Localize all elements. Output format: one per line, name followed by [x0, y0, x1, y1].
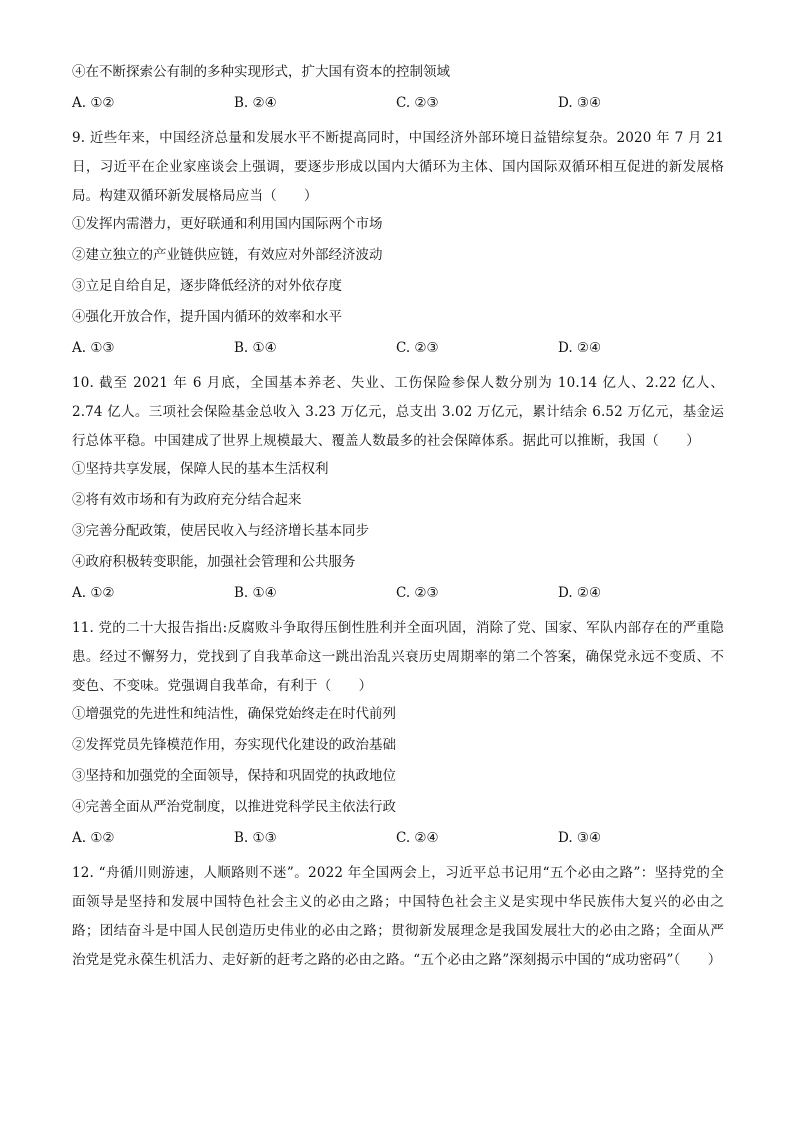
q10-statement-2: ②将有效市场和有为政府充分结合起来 [72, 492, 302, 508]
question-12 [72, 859, 724, 975]
exam-page [72, 62, 724, 978]
q11-option-b: B. ①③ [234, 830, 277, 846]
q12-stem: 12. “舟循川则游速，人顺路则不迷”。2022 年全国两会上，习近平总书记用“五个必由之路”：坚持党的全面领导是坚持和发展中国特色社会主义的必由之路；中国特色社会主义是实现中华民族伟大复兴的必由之路；团结奋斗是中国人民创造历史伟业的必由之路；贯彻新发展理念是我国发展壮大的必由之路；全面从严治党是党永葆生机活力、走好新的赶考之路的必由之路。“五个必由之路”深刻揭示中国的“成功密码”（ ） [72, 865, 724, 968]
q10-option-a: A. ①② [72, 585, 115, 601]
q10-option-b: B. ①④ [234, 585, 277, 601]
q11-options [72, 828, 724, 848]
q11-option-a: A. ①② [72, 830, 115, 846]
q9-statement-2: ②建立独立的产业链供应链，有效应对外部经济波动 [72, 247, 383, 263]
q11-statement-4: ④完善全面从严治党制度，以推进党科学民主依法行政 [72, 799, 396, 815]
q10-statement-1: ①坚持共享发展，保障人民的基本生活权利 [72, 461, 329, 477]
q8-options [72, 93, 724, 113]
q10-statement-4: ④政府积极转变职能，加强社会管理和公共服务 [72, 554, 356, 570]
q9-option-c: C. ②③ [396, 340, 439, 356]
q10-option-c: C. ②③ [396, 585, 439, 601]
q9-options [72, 338, 724, 358]
q9-statement-1: ①发挥内需潜力，更好联通和利用国内国际两个市场 [72, 216, 383, 232]
q8-option-d: D. ③④ [558, 95, 602, 111]
q11-option-d: D. ③④ [558, 830, 602, 846]
q9-statement-4: ④强化开放合作，提升国内循环的效率和水平 [72, 309, 342, 325]
q11-statement-3: ③坚持和加强党的全面领导，保持和巩固党的执政地位 [72, 768, 396, 784]
q10-options [72, 583, 724, 603]
q10-statement-3: ③完善分配政策，使居民收入与经济增长基本同步 [72, 523, 369, 539]
question-11 [72, 614, 724, 848]
q10-stem: 10. 截至 2021 年 6 月底，全国基本养老、失业、工伤保险参保人数分别为 10.14 亿人、2.22 亿人、2.74 亿人。三项社会保险基金总收入 3.23 万亿元，总支出 3.02 万亿元，累计结余 6.52 万亿元，基金运行总体平稳。中国建成了世界上规模最大、覆盖人数最多的社会保障体系。据此可以推断，我国（ ） [72, 375, 724, 449]
q9-statement-3: ③立足自给自足，逐步降低经济的对外依存度 [72, 278, 342, 294]
question-10 [72, 369, 724, 603]
q8-statement-4: ④在不断探索公有制的多种实现形式，扩大国有资本的控制领域 [72, 64, 450, 80]
q9-option-d: D. ②④ [558, 340, 602, 356]
q11-stem: 11. 党的二十大报告指出:反腐败斗争取得压倒性胜利并全面巩固，消除了党、国家、军队内部存在的严重隐患。经过不懈努力，党找到了自我革命这一跳出治乱兴衰历史周期率的第二个答案，确保党永远不变质、不变色、不变味。党强调自我革命，有利于（ ） [72, 620, 724, 694]
q8-option-b: B. ②④ [234, 95, 277, 111]
q9-option-b: B. ①④ [234, 340, 277, 356]
q9-option-a: A. ①③ [72, 340, 115, 356]
q11-statement-2: ②发挥党员先锋模范作用，夯实现代化建设的政治基础 [72, 737, 396, 753]
question-9 [72, 124, 724, 358]
q11-statement-1: ①增强党的先进性和纯洁性，确保党始终走在时代前列 [72, 706, 396, 722]
q9-stem: 9. 近些年来，中国经济总量和发展水平不断提高同时，中国经济外部环境日益错综复杂。2020 年 7 月 21 日，习近平在企业家座谈会上强调，要逐步形成以国内大循环为主体、国内国际双循环相互促进的新发展格局。构建双循环新发展格局应当（ ） [72, 130, 724, 204]
q8-option-c: C. ②③ [396, 95, 439, 111]
q11-option-c: C. ②④ [396, 830, 439, 846]
q8-option-a: A. ①② [72, 95, 115, 111]
q10-option-d: D. ②④ [558, 585, 602, 601]
question-8-tail [72, 62, 724, 113]
